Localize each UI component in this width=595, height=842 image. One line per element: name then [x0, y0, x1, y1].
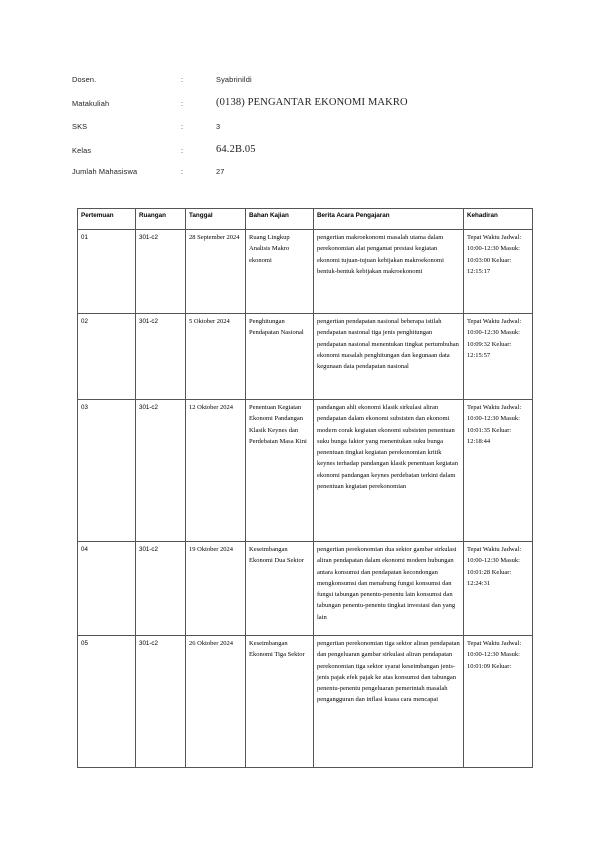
cell-tanggal: 26 Oktober 2024: [186, 636, 246, 768]
column-header-tanggal: Tanggal: [186, 209, 246, 230]
cell-bahan-kajian: Keseimbangan Ekonomi Dua Sektor: [246, 542, 314, 636]
cell-bahan-kajian: Penghitungan Pendapatan Nasional: [246, 314, 314, 400]
cell-tanggal: 5 Oktober 2024: [186, 314, 246, 400]
column-header-bahan-kajian: Bahan Kajian: [246, 209, 314, 230]
cell-pertemuan: 02: [78, 314, 136, 400]
cell-pertemuan: 04: [78, 542, 136, 636]
cell-kehadiran: Tepat Waktu Jadwal: 10:00-12:30 Masuk: 10:01:28 Keluar: 12:24:31: [464, 542, 533, 636]
column-header-kehadiran: Kehadiran: [464, 209, 533, 230]
kelas-label: Kelas: [72, 146, 92, 155]
cell-pertemuan: 03: [78, 400, 136, 542]
cell-berita-acara: pengertian perekonomian tiga sektor aliran pendapatan dan pengeluaran gambar sirkulasi aliran pendapatan perekonomian tiga sektor syarat keseimbangan jenis-jenis pajak efek pajak ke atas konsumsi dan tabungan penentu-penentu pengeluaran pemerintah masalah pengangguran dan inflasi kuasa cara mencapai: [314, 636, 464, 768]
cell-bahan-kajian: Keseimbangan Ekonomi Tiga Sektor: [246, 636, 314, 768]
dosen-value: Syabrinildi: [216, 75, 252, 84]
cell-berita-acara: pengertian pendapatan nasional beberapa istilah pendapatan nasional tiga jenis penghitungan pendapatan nasional menentukan tingkat pertumbuhan ekonomi masalah penghitungan dan kegunaan data kegunaan data pendapatan nasional: [314, 314, 464, 400]
column-header-berita-acara: Berita Acara Pengajaran: [314, 209, 464, 230]
cell-pertemuan: 01: [78, 230, 136, 314]
cell-tanggal: 28 September 2024: [186, 230, 246, 314]
dosen-colon: :: [181, 75, 184, 84]
table-row: [78, 314, 533, 400]
cell-berita-acara: pengertian makroekonomi masalah utama dalam perekonomian alat pengamat prestasi kegiatan ekonomi tujuan-tujuan kebijakan makroekonomi bentuk-bentuk kebijakan makroekonomi: [314, 230, 464, 314]
kelas-colon: :: [181, 146, 184, 155]
table-row: [78, 230, 533, 314]
column-header-pertemuan: Pertemuan: [78, 209, 136, 230]
cell-kehadiran: Tepat Waktu Jadwal: 10:00-12:30 Masuk: 10:09:32 Keluar: 12:15:57: [464, 314, 533, 400]
sks-value: 3: [216, 122, 221, 131]
sks-colon: :: [181, 122, 184, 131]
cell-kehadiran: Tepat Waktu Jadwal: 10:00-12:30 Masuk: 10:01:09 Keluar:: [464, 636, 533, 768]
cell-tanggal: 12 Oktober 2024: [186, 400, 246, 542]
cell-berita-acara: pengertian perekonomian dua sektor gambar sirkulasi aliran pendapatan dalam ekonomi modern hubungan antara konsumsi dan pendapatan kecondongan mengkonsumsi dan menabung fungsi konsumsi dan fungsi tabungan penentu-penentu lain konsumsi dan tabungan penentu-penentu tingkat investasi dan yang lain: [314, 542, 464, 636]
cell-berita-acara: pandangan ahli ekonomi klasik sirkulasi aliran pendapatan dalam ekonomi subsisten dan ekonomi modern corak kegiatan ekonomi subsisten penentuan suku bunga faktor yang menentukan suku bunga penentuan tingkat kegiatan perekonomian kritik keynes terhadap pandangan klasik penentuan kegiatan ekonomi pandangan keynes perdebatan terkini dalam penentuan kegiatan perekonomian: [314, 400, 464, 542]
cell-tanggal: 19 Oktober 2024: [186, 542, 246, 636]
cell-ruangan: 301-c2: [136, 636, 186, 768]
jumlah-colon: :: [181, 167, 184, 176]
jumlah-label: Jumlah Mahasiswa: [72, 167, 138, 176]
table-row: [78, 636, 533, 768]
matakuliah-label: Matakuliah: [72, 99, 110, 108]
table-row: [78, 542, 533, 636]
attendance-table: [77, 208, 533, 768]
jumlah-value: 27: [216, 167, 225, 176]
cell-ruangan: 301-c2: [136, 400, 186, 542]
cell-bahan-kajian: Penentuan Kegiatan Ekonomi Pandangan Klasik Keynes dan Perdebatan Masa Kini: [246, 400, 314, 542]
table-header-row: [78, 209, 533, 230]
cell-ruangan: 301-c2: [136, 542, 186, 636]
cell-ruangan: 301-c2: [136, 314, 186, 400]
cell-bahan-kajian: Ruang Lingkup Analisis Makro ekonomi: [246, 230, 314, 314]
cell-kehadiran: Tepat Waktu Jadwal: 10:00-12:30 Masuk: 10:03:00 Keluar: 12:15:17: [464, 230, 533, 314]
column-header-ruangan: Ruangan: [136, 209, 186, 230]
dosen-label: Dosen.: [72, 75, 97, 84]
cell-ruangan: 301-c2: [136, 230, 186, 314]
table-row: [78, 400, 533, 542]
sks-label: SKS: [72, 122, 88, 131]
cell-pertemuan: 05: [78, 636, 136, 768]
matakuliah-value: (0138) PENGANTAR EKONOMI MAKRO: [216, 97, 408, 108]
kelas-value: 64.2B.05: [216, 144, 256, 155]
cell-kehadiran: Tepat Waktu Jadwal: 10:00-12:30 Masuk: 10:01:35 Keluar: 12:18:44: [464, 400, 533, 542]
matakuliah-colon: :: [181, 99, 184, 108]
